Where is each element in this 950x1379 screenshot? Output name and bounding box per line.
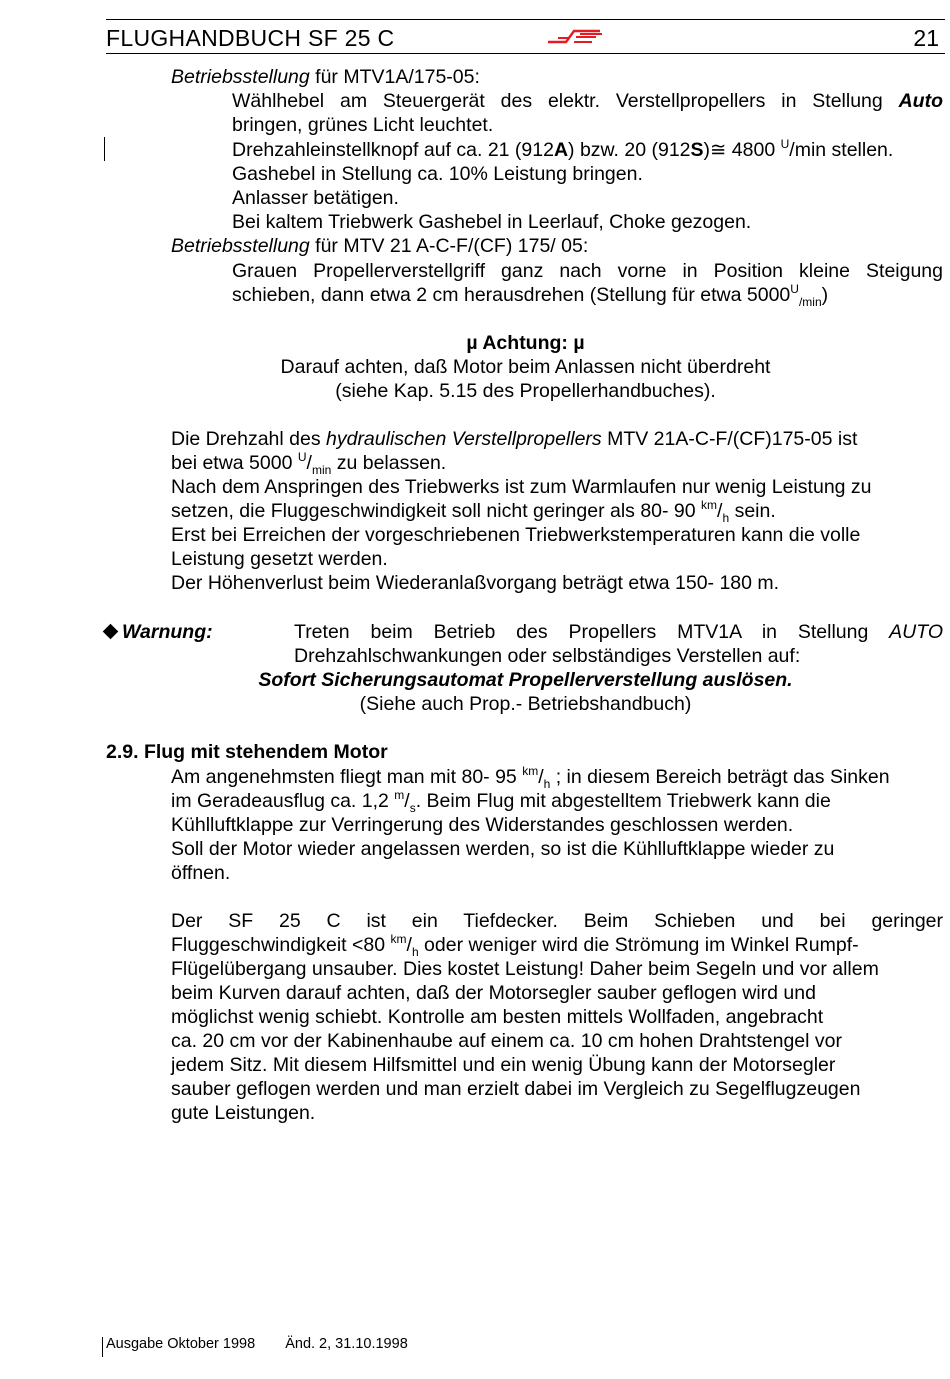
sec29-p2-line-9: gute Leistungen. (171, 1102, 316, 1124)
page-footer (106, 1336, 408, 1352)
change-bar (104, 137, 105, 161)
para1-line-4: setzen, die Fluggeschwindigkeit soll nicht geringer als 80- 90 $^{km}/_h$ sein. (171, 498, 776, 525)
sec1-line-4: Gashebel in Stellung ca. 10% Leistung bringen. (232, 163, 643, 185)
sec29-p2-line-3: Flügelübergang unsauber. Dies kostet Leistung! Daher beim Segeln und vor allem (171, 958, 879, 980)
para1-line-1: Die Drehzahl des hydraulischen Verstellpropellers MTV 21A-C-F/(CF)175-05 ist (171, 428, 858, 450)
caution-line-1: Darauf achten, daß Motor beim Anlassen nicht überdreht (280, 356, 771, 378)
sf-logo-icon (544, 27, 604, 47)
operating-position-heading-1: Betriebsstellung für MTV1A/175-05: (171, 66, 480, 88)
sec1-line-3: Drehzahleinstellknopf auf ca. 21 (912A) bzw. 20 (912S)≅ 4800 $^U$/min stellen. (232, 137, 894, 161)
para1-line-6: Leistung gesetzt werden. (171, 548, 388, 570)
change-bar-footer (102, 1337, 103, 1357)
para1-line-5: Erst bei Erreichen der vorgeschriebenen Triebwerkstemperaturen kann die volle (171, 524, 861, 546)
sec1-line-6: Bei kaltem Triebwerk Gashebel in Leerlauf, Choke gezogen. (232, 211, 752, 233)
manual-title: FLUGHANDBUCH SF 25 C (106, 25, 395, 51)
page-header (106, 19, 945, 54)
sec29-p2-line-8: sauber geflogen werden und man erzielt dabei im Vergleich zu Segelflugzeugen (171, 1078, 861, 1100)
sec29-p2-line-4: beim Kurven darauf achten, daß der Motorsegler sauber geflogen wird und (171, 982, 816, 1004)
sec29-p2-line-2: Fluggeschwindigkeit <80 $^{km}/_h$ oder weniger wird die Strömung im Winkel Rumpf- (171, 932, 859, 959)
warning-label: Warnung: (100, 620, 213, 644)
caution-title: µ Achtung: µ (466, 332, 585, 354)
amendment-text: Änd. 2, 31.10.1998 (285, 1336, 408, 1352)
sec29-p2-line-7: jedem Sitz. Mit diesem Hilfsmittel und ein wenig Übung kann der Motorsegler (171, 1054, 836, 1076)
warning-reference: (Siehe auch Prop.- Betriebshandbuch) (359, 693, 692, 715)
sec29-p2-line-1: Der SF 25 C ist ein Tiefdecker. Beim Schieben und bei geringer (171, 910, 943, 932)
section-heading-2-9: 2.9. Flug mit stehendem Motor (106, 741, 388, 763)
diamond-bullet-icon (103, 624, 119, 640)
page-number: 21 (913, 25, 939, 51)
warning-line-1: Treten beim Betrieb des Propellers MTV1A in Stellung AUTO (294, 621, 943, 643)
sec29-line-2: im Geradeausflug ca. 1,2 $^m/_s$. Beim Flug mit abgestelltem Triebwerk kann die (171, 788, 831, 815)
caution-line-2: (siehe Kap. 5.15 des Propellerhandbuches). (335, 380, 716, 402)
sec2-line-1: Grauen Propellerverstellgriff ganz nach vorne in Position kleine Steigung (232, 260, 943, 282)
sec29-line-1: Am angenehmsten fliegt man mit 80- 95 $^{km}/_h$ ; in diesem Bereich beträgt das Sinken (171, 764, 890, 791)
sec29-line-3: Kühlluftklappe zur Verringerung des Widerstandes geschlossen werden. (171, 814, 794, 836)
edition-text: Ausgabe Oktober 1998 (106, 1336, 256, 1352)
sec29-p2-line-5: möglichst wenig schiebt. Kontrolle am besten mittels Wollfaden, angebracht (171, 1006, 824, 1028)
sec29-p2-line-6: ca. 20 cm vor der Kabinenhaube auf einem ca. 10 cm hohen Drahtstengel vor (171, 1030, 842, 1052)
para1-line-3: Nach dem Anspringen des Triebwerks ist zum Warmlaufen nur wenig Leistung zu (171, 476, 872, 498)
sec1-line-1: Wählhebel am Steuergerät des elektr. Verstellpropellers in Stellung Auto (232, 90, 943, 112)
para1-line-7: Der Höhenverlust beim Wiederanlaßvorgang beträgt etwa 150- 180 m. (171, 572, 780, 594)
warning-line-2: Drehzahlschwankungen oder selbständiges Verstellen auf: (294, 645, 801, 667)
sec29-line-5: öffnen. (171, 862, 231, 884)
sec2-line-2: schieben, dann etwa 2 cm herausdrehen (Stellung für etwa $5000^U_{/min}$) (232, 282, 829, 309)
sec1-line-5: Anlasser betätigen. (232, 187, 399, 209)
para1-line-2: bei etwa 5000 $^U/_{min}$ zu belassen. (171, 450, 447, 477)
sec1-line-2: bringen, grünes Licht leuchtet. (232, 114, 494, 136)
warning-action: Sofort Sicherungsautomat Propellerverstellung auslösen. (258, 669, 793, 691)
operating-position-heading-2: Betriebsstellung für MTV 21 A-C-F/(CF) 175/ 05: (171, 235, 589, 257)
sec29-line-4: Soll der Motor wieder angelassen werden, so ist die Kühlluftklappe wieder zu (171, 838, 835, 860)
